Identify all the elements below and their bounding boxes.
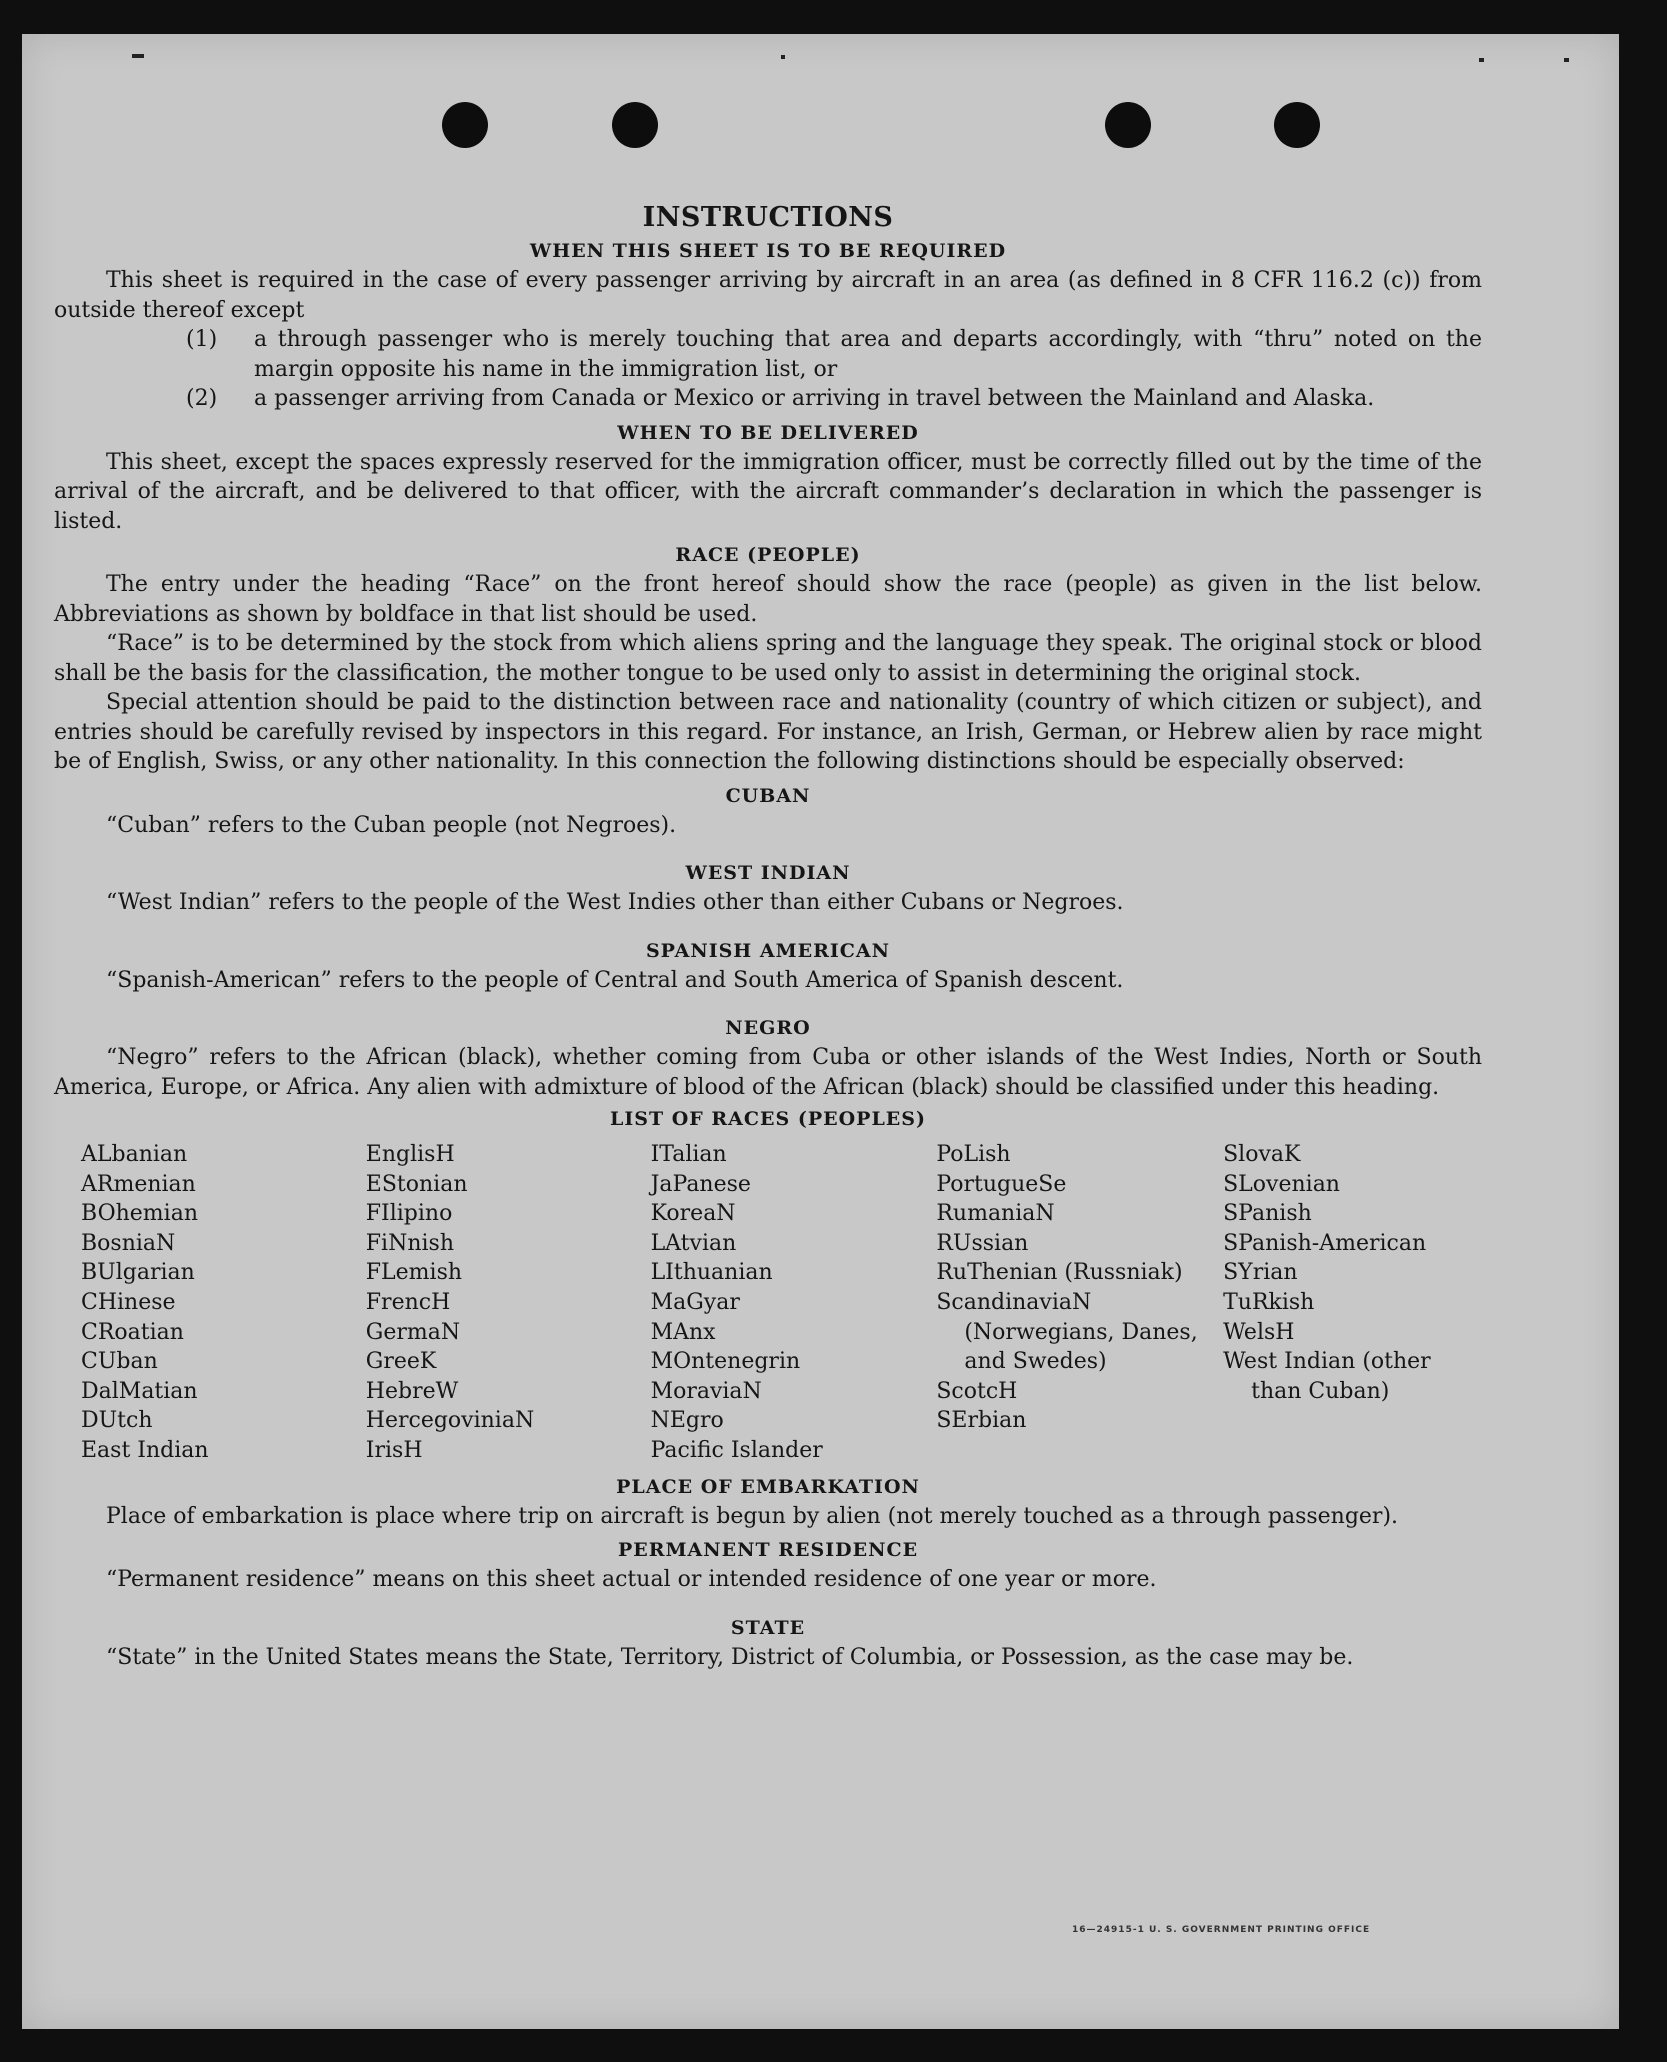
race-paragraph: “Race” is to be determined by the stock from which aliens spring and the language they speak. The original stock or blood shall be the basis for the classification, the mother tongue to be used only to assist in determining the original stock. <box>54 631 1482 686</box>
race-entry: ARmenian <box>81 1171 196 1197</box>
embarkation-text: Place of embarkation is place where trip on aircraft is begun by alien (not merely touched as a through passenger). <box>106 1503 1399 1529</box>
exception-number: (1) <box>186 327 218 352</box>
page-title: INSTRUCTIONS <box>642 202 894 233</box>
race-entry: West Indian (other than Cuban) <box>1223 1349 1431 1404</box>
race-entry: BUlgarian <box>81 1260 195 1286</box>
west-indian-heading: WEST INDIAN <box>685 862 851 884</box>
negro-text: “Negro” refers to the African (black), whether coming from Cuba or other islands of the West Indies, North or South America, Europe, or Africa. Any alien with admixture of blood of the African (black) should be classified under this heading. <box>54 1045 1482 1100</box>
race-entry: MaGyar <box>650 1289 740 1315</box>
cuban-text: “Cuban” refers to the Cuban people (not Negroes). <box>106 812 677 838</box>
races-column <box>366 1140 651 1466</box>
race-entry: MAnx <box>650 1319 716 1345</box>
race-entry: CUban <box>81 1349 158 1375</box>
instructions-body <box>54 200 1482 1672</box>
race-entry: LAtvian <box>650 1230 737 1256</box>
race-entry: EnglisH <box>365 1142 455 1167</box>
race-entry: SPanish <box>1223 1201 1312 1227</box>
race-entry: SLovenian <box>1223 1171 1340 1197</box>
race-entry: ITalian <box>650 1142 727 1167</box>
race-entry: DUtch <box>81 1408 153 1434</box>
race-entry: SErbian <box>936 1408 1027 1434</box>
speck <box>1564 58 1569 62</box>
races-column <box>936 1140 1223 1466</box>
race-entry: GreeK <box>365 1349 437 1375</box>
when-required-intro: This sheet is required in the case of every passenger arriving by aircraft in an area (as defined in 8 CFR 116.2 (c)) from outside thereof except <box>54 268 1482 323</box>
document-page <box>22 34 1619 2029</box>
race-entry: LIthuanian <box>650 1260 773 1286</box>
speck <box>1479 58 1484 62</box>
when-delivered-heading: WHEN TO BE DELIVERED <box>617 421 919 444</box>
race-entry: BosniaN <box>81 1230 176 1256</box>
race-entry: WelsH <box>1223 1319 1295 1345</box>
race-entry: SYrian <box>1223 1260 1298 1286</box>
race-entry: Pacific Islander <box>650 1437 823 1463</box>
race-entry: ScandinaviaN (Norwegians, Danes, and Swedes) <box>936 1289 1198 1375</box>
punch-hole <box>442 102 488 148</box>
embarkation-heading: PLACE OF EMBARKATION <box>616 1475 920 1498</box>
race-entry: MOntenegrin <box>650 1349 801 1375</box>
speck <box>132 54 144 58</box>
residence-text: “Permanent residence” means on this sheet actual or intended residence of one year or more. <box>106 1567 1157 1593</box>
spanish-american-text: “Spanish-American” refers to the people of Central and South America of Spanish descent. <box>106 967 1124 993</box>
race-entry: FiNnish <box>365 1230 454 1256</box>
race-entry: PortugueSe <box>936 1171 1067 1197</box>
race-entry: ALbanian <box>81 1142 188 1167</box>
race-entry: HebreW <box>365 1378 459 1404</box>
race-entry: JaPanese <box>650 1171 751 1197</box>
race-entry: FIlipino <box>365 1201 453 1227</box>
race-paragraph: The entry under the heading “Race” on the front hereof should show the race (people) as given in the list below. Abbreviations as shown by boldface in that list should be used. <box>54 572 1482 627</box>
exception-text: a through passenger who is merely touching that area and departs accordingly, with “thru” noted on the margin opposite his name in the immigration list, or <box>254 327 1482 382</box>
race-heading: RACE (PEOPLE) <box>675 544 861 566</box>
races-column <box>651 1140 937 1466</box>
race-entry: HercegoviniaN <box>365 1408 535 1434</box>
race-entry: SlovaK <box>1223 1142 1301 1167</box>
race-entry: CHinese <box>81 1289 176 1315</box>
state-heading: STATE <box>730 1616 806 1639</box>
speck <box>781 55 785 59</box>
race-entry: IrisH <box>365 1437 423 1463</box>
race-entry: RumaniaN <box>936 1201 1055 1227</box>
race-entry: ScotcH <box>936 1378 1018 1404</box>
race-entry: SPanish-American <box>1223 1230 1427 1256</box>
cuban-heading: CUBAN <box>725 784 811 807</box>
race-entry: PoLish <box>936 1142 1011 1167</box>
west-indian-text: “West Indian” refers to the people of the West Indies other than either Cubans or Negroes. <box>106 890 1124 915</box>
race-entry: MoraviaN <box>650 1378 762 1404</box>
race-entry: TuRkish <box>1223 1289 1315 1315</box>
races-table <box>54 1140 1482 1466</box>
race-paragraph: Special attention should be paid to the distinction between race and nationality (country of which citizen or subject), and entries should be carefully revised by inspectors in this regard. For instance, an Irish, German, or Hebrew alien by race might be of English, Swiss, or any other nationality. In this connection the following distinctions should be especially observed: <box>54 690 1482 774</box>
negro-heading: NEGRO <box>725 1017 811 1039</box>
race-entry: FrencH <box>365 1289 451 1315</box>
race-entry: DalMatian <box>81 1378 198 1404</box>
race-entry: FLemish <box>365 1260 463 1286</box>
exception-item <box>54 384 1482 414</box>
punch-hole <box>1105 102 1151 148</box>
spanish-american-heading: SPANISH AMERICAN <box>645 939 891 962</box>
when-required-heading: WHEN THIS SHEET IS TO BE REQUIRED <box>529 240 1007 262</box>
punch-hole <box>612 102 658 148</box>
race-entry: East Indian <box>81 1437 209 1463</box>
race-entry: BOhemian <box>81 1201 198 1227</box>
residence-heading: PERMANENT RESIDENCE <box>617 1539 919 1562</box>
exception-text: a passenger arriving from Canada or Mexico or arriving in travel between the Mainland and Alaska. <box>254 386 1375 411</box>
race-entry: EStonian <box>365 1171 468 1197</box>
when-delivered-text: This sheet, except the spaces expressly reserved for the immigration officer, must be correctly filled out by the time of the arrival of the aircraft, and be delivered to that officer, with the aircraft commander’s declaration in which the passenger is listed. <box>54 449 1482 534</box>
race-entry: NEgro <box>650 1408 724 1434</box>
state-text: “State” in the United States means the State, Territory, District of Columbia, or Possession, as the case may be. <box>106 1644 1354 1670</box>
races-column <box>1223 1140 1482 1466</box>
races-column <box>54 1140 366 1466</box>
race-entry: CRoatian <box>81 1319 184 1345</box>
punch-hole <box>1274 102 1320 148</box>
exception-item <box>54 325 1482 384</box>
race-entry: KoreaN <box>650 1201 736 1227</box>
race-entry: GermaN <box>365 1319 461 1345</box>
race-entry: RuThenian (Russniak) <box>936 1260 1183 1286</box>
races-list-heading: LIST OF RACES (PEOPLES) <box>610 1108 926 1130</box>
exception-number: (2) <box>186 386 218 411</box>
race-entry: RUssian <box>936 1230 1029 1256</box>
printing-office-imprint: 16—24915-1 U. S. GOVERNMENT PRINTING OFFICE <box>1072 1925 1371 1935</box>
